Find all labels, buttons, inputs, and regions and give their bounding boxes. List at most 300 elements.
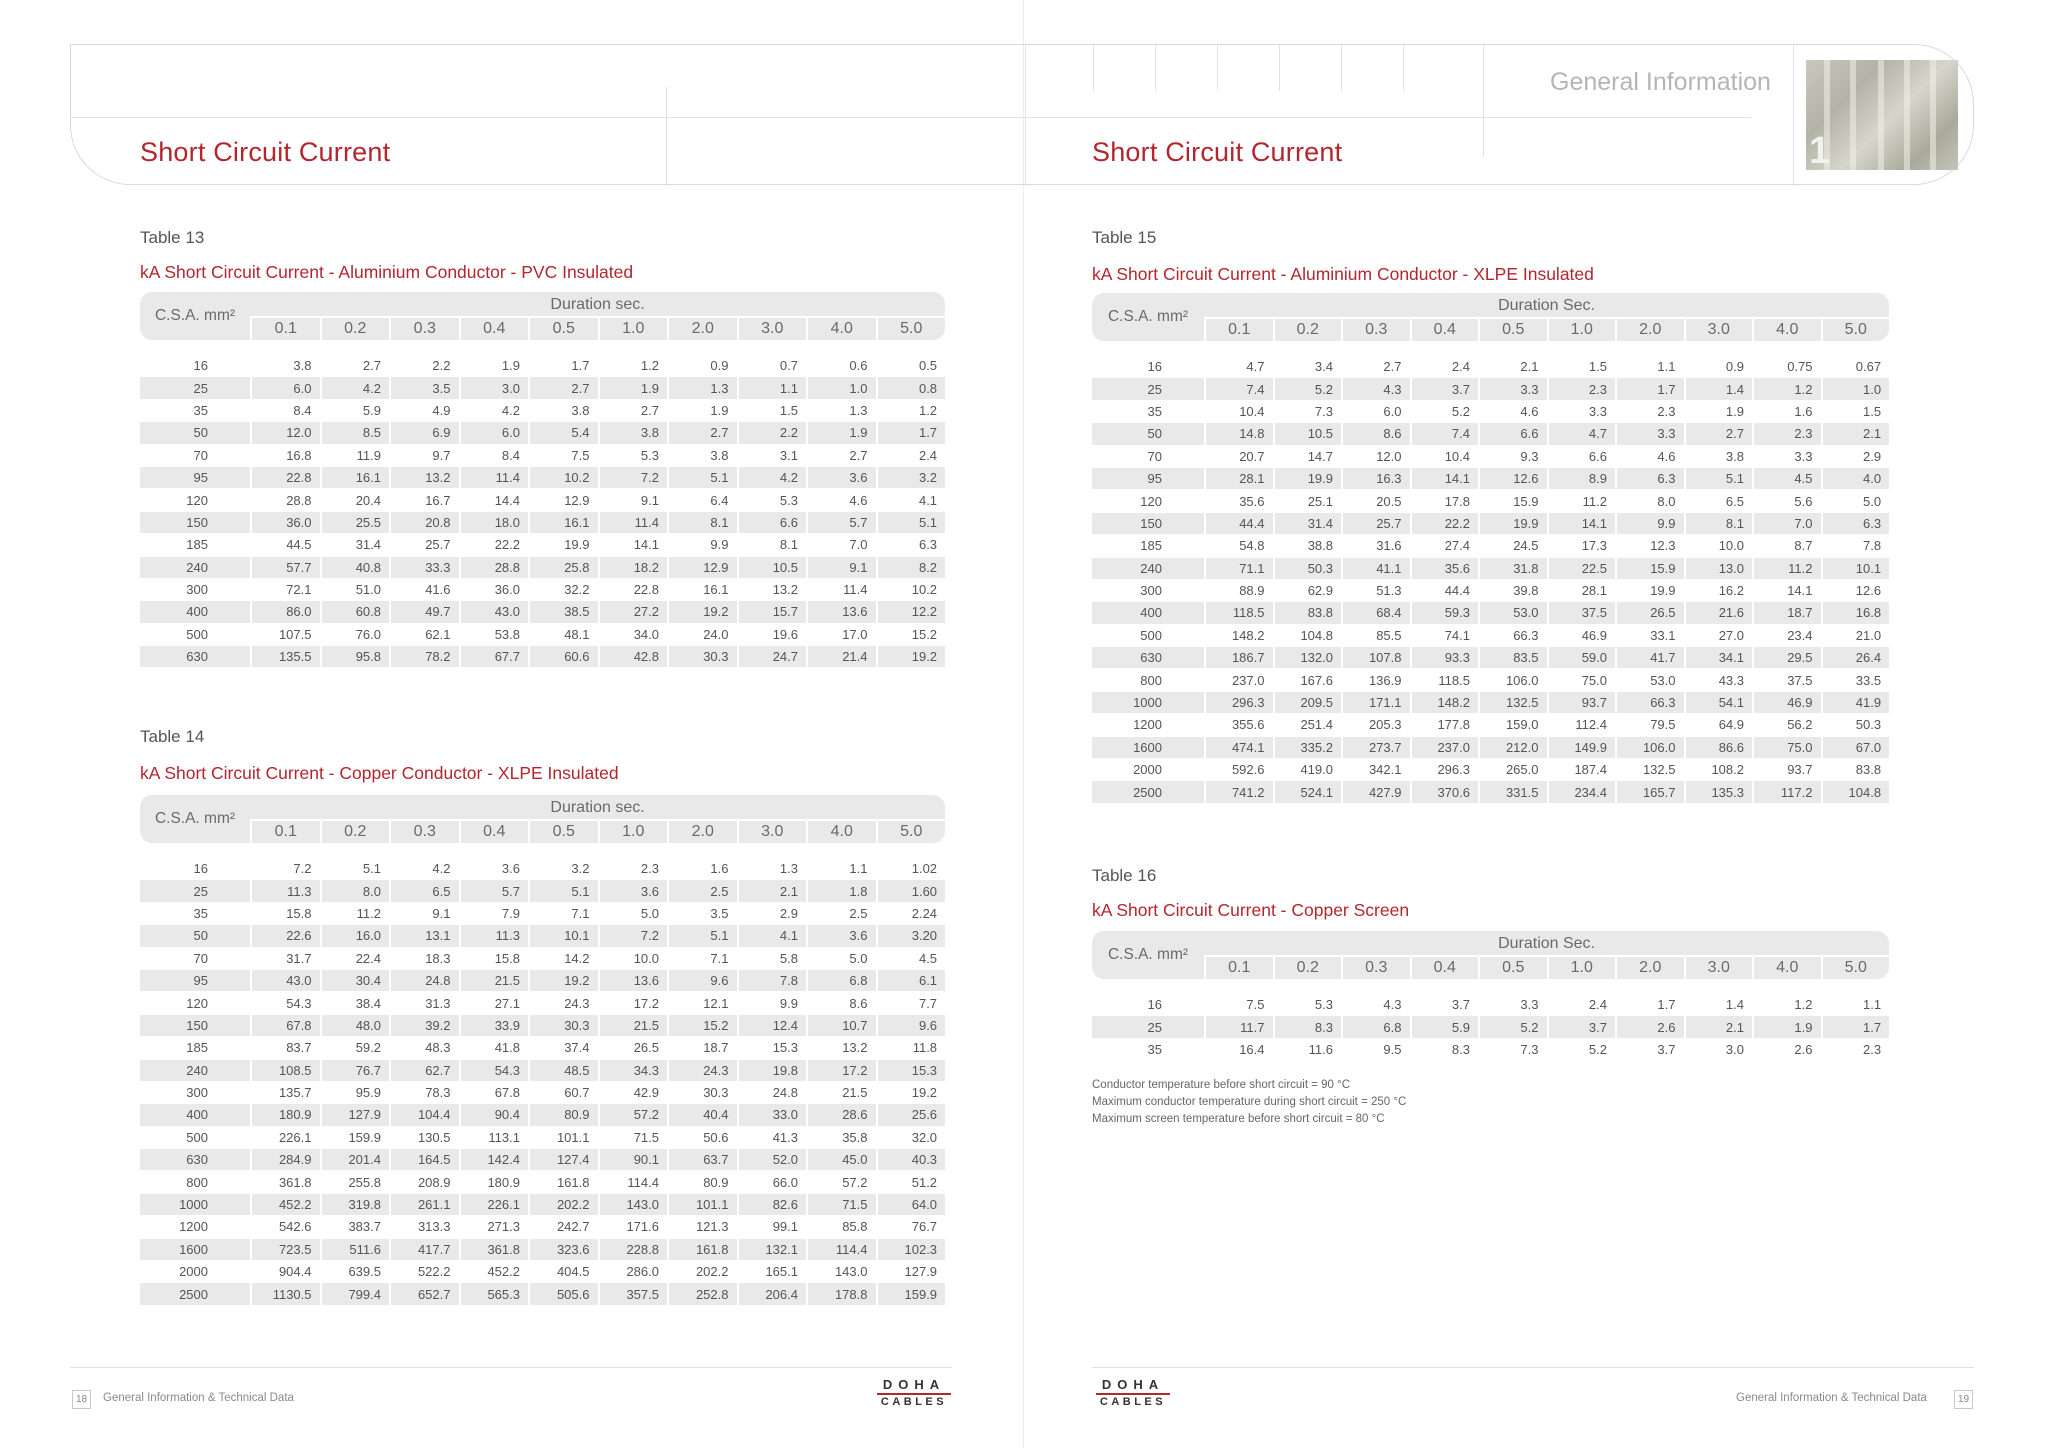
- duration-column-header: 5.0: [876, 316, 946, 340]
- current-value: 417.7: [389, 1238, 459, 1260]
- current-value: 17.3: [1547, 534, 1616, 556]
- csa-value: 70: [140, 444, 250, 466]
- current-value: 33.3: [389, 556, 459, 578]
- current-value: 319.8: [320, 1193, 390, 1215]
- table-row: [140, 1148, 945, 1170]
- current-value: 2.4: [876, 444, 946, 466]
- current-value: 31.3: [389, 991, 459, 1013]
- current-value: 5.2: [1273, 377, 1342, 399]
- current-value: 7.1: [667, 947, 737, 969]
- current-value: 361.8: [250, 1170, 320, 1192]
- current-value: 9.7: [389, 444, 459, 466]
- current-value: 9.6: [876, 1014, 946, 1036]
- current-value: 1.6: [667, 857, 737, 879]
- current-value: 212.0: [1478, 736, 1547, 758]
- current-value: 43.0: [459, 600, 529, 622]
- table-row: [140, 991, 945, 1013]
- current-value: 135.7: [250, 1081, 320, 1103]
- current-value: 8.6: [806, 991, 876, 1013]
- duration-column-header: 1.0: [598, 819, 668, 843]
- duration-column-header: 2.0: [1615, 955, 1684, 979]
- current-value: 3.1: [737, 444, 807, 466]
- current-value: 6.8: [1341, 1015, 1410, 1037]
- current-value: 8.1: [667, 511, 737, 533]
- duration-column-header: 5.0: [1821, 955, 1890, 979]
- current-value: 6.6: [737, 511, 807, 533]
- current-value: 35.8: [806, 1126, 876, 1148]
- current-value: 542.6: [250, 1215, 320, 1237]
- current-value: 19.2: [667, 600, 737, 622]
- current-value: 31.4: [1273, 512, 1342, 534]
- current-value: 178.8: [806, 1282, 876, 1304]
- current-value: 1.0: [806, 376, 876, 398]
- table-row: [1092, 1038, 1889, 1060]
- current-value: 3.6: [598, 879, 668, 901]
- table-row: [1092, 400, 1889, 422]
- current-value: 118.5: [1204, 601, 1273, 623]
- current-value: 3.7: [1547, 1015, 1616, 1037]
- current-value: 12.3: [1615, 534, 1684, 556]
- current-value: 113.1: [459, 1126, 529, 1148]
- current-value: 1.2: [1752, 377, 1821, 399]
- current-value: 10.2: [876, 578, 946, 600]
- table-row: [140, 399, 945, 421]
- current-value: 904.4: [250, 1260, 320, 1282]
- current-value: 135.5: [250, 645, 320, 667]
- current-value: 52.0: [737, 1148, 807, 1170]
- current-value: 25.7: [389, 533, 459, 555]
- current-value: 20.7: [1204, 445, 1273, 467]
- csa-value: 2000: [140, 1260, 250, 1282]
- current-value: 45.0: [806, 1148, 876, 1170]
- csa-value: 2000: [1092, 758, 1204, 780]
- current-value: 62.9: [1273, 579, 1342, 601]
- duration-column-header: 5.0: [876, 819, 946, 843]
- current-value: 27.0: [1684, 624, 1753, 646]
- current-value: 93.7: [1752, 758, 1821, 780]
- table-15-caption: kA Short Circuit Current - Aluminium Conductor - XLPE Insulated: [1092, 264, 1594, 284]
- current-value: 26.5: [598, 1036, 668, 1058]
- duration-column-header: 0.5: [528, 819, 598, 843]
- current-value: 85.5: [1341, 624, 1410, 646]
- current-value: 108.5: [250, 1059, 320, 1081]
- csa-value: 500: [140, 623, 250, 645]
- current-value: 6.0: [250, 376, 320, 398]
- current-value: 60.7: [528, 1081, 598, 1103]
- current-value: 180.9: [459, 1170, 529, 1192]
- current-value: 8.1: [1684, 512, 1753, 534]
- current-value: 361.8: [459, 1238, 529, 1260]
- csa-value: 50: [140, 421, 250, 443]
- duration-column-header: 0.2: [1273, 955, 1342, 979]
- csa-value: 70: [140, 947, 250, 969]
- current-value: 4.0: [1821, 467, 1890, 489]
- current-value: 24.3: [667, 1059, 737, 1081]
- current-value: 4.3: [1341, 993, 1410, 1015]
- csa-header: C.S.A. mm²: [140, 292, 250, 340]
- duration-column-header: 3.0: [737, 316, 807, 340]
- current-value: 66.3: [1615, 691, 1684, 713]
- table-row: [140, 1193, 945, 1215]
- current-value: 42.9: [598, 1081, 668, 1103]
- current-value: 331.5: [1478, 780, 1547, 802]
- current-value: 49.7: [389, 600, 459, 622]
- csa-value: 1200: [1092, 713, 1204, 735]
- current-value: 323.6: [528, 1238, 598, 1260]
- current-value: 114.4: [806, 1238, 876, 1260]
- current-value: 132.0: [1273, 646, 1342, 668]
- current-value: 32.2: [528, 578, 598, 600]
- table-row: [140, 354, 945, 376]
- current-value: 226.1: [459, 1193, 529, 1215]
- csa-value: 1000: [1092, 691, 1204, 713]
- current-value: 11.2: [320, 902, 390, 924]
- current-value: 202.2: [528, 1193, 598, 1215]
- current-value: 6.0: [1341, 400, 1410, 422]
- table-row: [140, 444, 945, 466]
- current-value: 5.7: [459, 879, 529, 901]
- table-row: [140, 902, 945, 924]
- current-value: 12.4: [737, 1014, 807, 1036]
- current-value: 66.0: [737, 1170, 807, 1192]
- table-row: [1092, 445, 1889, 467]
- current-value: 1.1: [806, 857, 876, 879]
- table-row: [1092, 579, 1889, 601]
- current-value: 24.3: [528, 991, 598, 1013]
- current-value: 85.8: [806, 1215, 876, 1237]
- page-number-right: 19: [1954, 1390, 1973, 1409]
- current-value: 64.0: [876, 1193, 946, 1215]
- current-value: 18.7: [1752, 601, 1821, 623]
- duration-column-header: 0.5: [1478, 317, 1547, 341]
- current-value: 16.8: [1821, 601, 1890, 623]
- current-value: 28.8: [250, 488, 320, 510]
- duration-column-header: 0.4: [1410, 317, 1479, 341]
- csa-value: 400: [1092, 601, 1204, 623]
- current-value: 41.3: [737, 1126, 807, 1148]
- current-value: 17.8: [1410, 489, 1479, 511]
- current-value: 57.2: [806, 1170, 876, 1192]
- current-value: 67.8: [250, 1014, 320, 1036]
- current-value: 1.3: [667, 376, 737, 398]
- current-value: 1.9: [1752, 1015, 1821, 1037]
- current-value: 208.9: [389, 1170, 459, 1192]
- current-value: 2.5: [806, 902, 876, 924]
- duration-column-header: 0.4: [1410, 955, 1479, 979]
- current-value: 3.8: [250, 354, 320, 376]
- table-16: [1092, 931, 1889, 1060]
- duration-column-header: 0.2: [1273, 317, 1342, 341]
- current-value: 11.3: [250, 879, 320, 901]
- duration-header: Duration sec.: [250, 292, 945, 316]
- current-value: 121.3: [667, 1215, 737, 1237]
- csa-value: 25: [140, 376, 250, 398]
- current-value: 6.6: [1478, 422, 1547, 444]
- current-value: 2.3: [1821, 1038, 1890, 1060]
- current-value: 10.1: [1821, 557, 1890, 579]
- current-value: 25.5: [320, 511, 390, 533]
- duration-column-header: 0.5: [1478, 955, 1547, 979]
- duration-column-header: 3.0: [737, 819, 807, 843]
- current-value: 505.6: [528, 1282, 598, 1304]
- current-value: 7.9: [459, 902, 529, 924]
- current-value: 14.8: [1204, 422, 1273, 444]
- table-row: [140, 578, 945, 600]
- current-value: 3.4: [1273, 355, 1342, 377]
- table-row: [1092, 557, 1889, 579]
- current-value: 3.3: [1478, 377, 1547, 399]
- current-value: 8.6: [1341, 422, 1410, 444]
- current-value: 60.6: [528, 645, 598, 667]
- current-value: 286.0: [598, 1260, 668, 1282]
- current-value: 7.3: [1478, 1038, 1547, 1060]
- current-value: 741.2: [1204, 780, 1273, 802]
- current-value: 1.7: [876, 421, 946, 443]
- current-value: 7.2: [598, 466, 668, 488]
- table-16-number: Table 16: [1092, 866, 1157, 885]
- current-value: 8.7: [1752, 534, 1821, 556]
- footer-rule-left: [70, 1367, 952, 1368]
- current-value: 22.2: [1410, 512, 1479, 534]
- current-value: 9.3: [1478, 445, 1547, 467]
- current-value: 50.6: [667, 1126, 737, 1148]
- table-row: [140, 511, 945, 533]
- current-value: 12.0: [1341, 445, 1410, 467]
- current-value: 21.6: [1684, 601, 1753, 623]
- current-value: 63.7: [667, 1148, 737, 1170]
- current-value: 2.9: [737, 902, 807, 924]
- current-value: 3.8: [598, 421, 668, 443]
- current-value: 117.2: [1752, 780, 1821, 802]
- current-value: 37.5: [1547, 601, 1616, 623]
- current-value: 104.4: [389, 1103, 459, 1125]
- current-value: 21.5: [459, 969, 529, 991]
- current-value: 75.0: [1752, 736, 1821, 758]
- csa-value: 25: [1092, 377, 1204, 399]
- current-value: 2.6: [1752, 1038, 1821, 1060]
- current-value: 159.9: [876, 1282, 946, 1304]
- current-value: 18.3: [389, 947, 459, 969]
- current-value: 76.0: [320, 623, 390, 645]
- current-value: 15.3: [876, 1059, 946, 1081]
- current-value: 30.4: [320, 969, 390, 991]
- current-value: 165.7: [1615, 780, 1684, 802]
- duration-column-header: 4.0: [806, 819, 876, 843]
- current-value: 132.5: [1478, 691, 1547, 713]
- duration-column-header: 1.0: [1547, 955, 1616, 979]
- duration-column-header: 0.1: [1204, 317, 1273, 341]
- current-value: 8.4: [250, 399, 320, 421]
- csa-value: 300: [140, 578, 250, 600]
- duration-column-header: 1.0: [1547, 317, 1616, 341]
- current-value: 206.4: [737, 1282, 807, 1304]
- current-value: 1.0: [1821, 377, 1890, 399]
- current-value: 19.2: [876, 645, 946, 667]
- current-value: 1.7: [528, 354, 598, 376]
- current-value: 13.2: [389, 466, 459, 488]
- current-value: 22.5: [1547, 557, 1616, 579]
- current-value: 19.9: [1615, 579, 1684, 601]
- current-value: 7.3: [1273, 400, 1342, 422]
- footer-text-right: General Information & Technical Data: [1736, 1392, 1927, 1404]
- page-title-right: Short Circuit Current: [1092, 137, 1343, 167]
- current-value: 27.4: [1410, 534, 1479, 556]
- csa-value: 630: [140, 645, 250, 667]
- current-value: 30.3: [667, 645, 737, 667]
- current-value: 1.5: [1547, 355, 1616, 377]
- current-value: 2.1: [1478, 355, 1547, 377]
- current-value: 9.9: [1615, 512, 1684, 534]
- duration-column-header: 0.5: [528, 316, 598, 340]
- current-value: 67.7: [459, 645, 529, 667]
- current-value: 3.6: [459, 857, 529, 879]
- current-value: 127.9: [876, 1260, 946, 1282]
- table-row: [140, 924, 945, 946]
- csa-value: 25: [1092, 1015, 1204, 1037]
- current-value: 48.1: [528, 623, 598, 645]
- current-value: 3.6: [806, 466, 876, 488]
- current-value: 20.8: [389, 511, 459, 533]
- current-value: 88.9: [1204, 579, 1273, 601]
- current-value: 14.7: [1273, 445, 1342, 467]
- current-value: 6.3: [1821, 512, 1890, 534]
- duration-header: Duration Sec.: [1204, 931, 1889, 955]
- page-number-left: 18: [72, 1390, 91, 1409]
- table-row: [140, 1126, 945, 1148]
- current-value: 1.9: [1684, 400, 1753, 422]
- current-value: 48.3: [389, 1036, 459, 1058]
- current-value: 5.4: [528, 421, 598, 443]
- current-value: 16.4: [1204, 1038, 1273, 1060]
- current-value: 74.1: [1410, 624, 1479, 646]
- current-value: 25.8: [528, 556, 598, 578]
- current-value: 5.6: [1752, 489, 1821, 511]
- table-row: [140, 969, 945, 991]
- current-value: 2.7: [528, 376, 598, 398]
- current-value: 10.1: [528, 924, 598, 946]
- current-value: 11.2: [1547, 489, 1616, 511]
- csa-value: 50: [1092, 422, 1204, 444]
- current-value: 1.9: [806, 421, 876, 443]
- current-value: 159.9: [320, 1126, 390, 1148]
- current-value: 39.2: [389, 1014, 459, 1036]
- current-value: 14.1: [1547, 512, 1616, 534]
- current-value: 10.4: [1410, 445, 1479, 467]
- current-value: 104.8: [1821, 780, 1890, 802]
- current-value: 4.6: [806, 488, 876, 510]
- current-value: 1.02: [876, 857, 946, 879]
- current-value: 7.8: [737, 969, 807, 991]
- current-value: 40.3: [876, 1148, 946, 1170]
- current-value: 0.7: [737, 354, 807, 376]
- current-value: 159.0: [1478, 713, 1547, 735]
- current-value: 14.4: [459, 488, 529, 510]
- csa-value: 150: [140, 511, 250, 533]
- current-value: 1.3: [806, 399, 876, 421]
- current-value: 2.24: [876, 902, 946, 924]
- current-value: 16.2: [1684, 579, 1753, 601]
- current-value: 522.2: [389, 1260, 459, 1282]
- current-value: 148.2: [1410, 691, 1479, 713]
- table-row: [140, 623, 945, 645]
- table-row: [140, 466, 945, 488]
- current-value: 799.4: [320, 1282, 390, 1304]
- current-value: 16.7: [389, 488, 459, 510]
- temperature-notes: [1092, 1077, 1406, 1128]
- table-row: [140, 879, 945, 901]
- current-value: 474.1: [1204, 736, 1273, 758]
- current-value: 3.3: [1478, 993, 1547, 1015]
- table-row: [140, 1282, 945, 1304]
- current-value: 41.8: [459, 1036, 529, 1058]
- current-value: 56.2: [1752, 713, 1821, 735]
- table-15-number: Table 15: [1092, 228, 1157, 247]
- current-value: 186.7: [1204, 646, 1273, 668]
- current-value: 46.9: [1752, 691, 1821, 713]
- current-value: 1.4: [1684, 993, 1753, 1015]
- current-value: 237.0: [1204, 668, 1273, 690]
- current-value: 12.2: [876, 600, 946, 622]
- current-value: 6.3: [876, 533, 946, 555]
- current-value: 16.1: [320, 466, 390, 488]
- csa-value: 1600: [1092, 736, 1204, 758]
- current-value: 7.0: [1752, 512, 1821, 534]
- current-value: 2.1: [737, 879, 807, 901]
- current-value: 14.2: [528, 947, 598, 969]
- current-value: 3.20: [876, 924, 946, 946]
- current-value: 95.8: [320, 645, 390, 667]
- current-value: 43.0: [250, 969, 320, 991]
- current-value: 143.0: [598, 1193, 668, 1215]
- current-value: 37.5: [1752, 668, 1821, 690]
- current-value: 4.9: [389, 399, 459, 421]
- current-value: 57.2: [598, 1103, 668, 1125]
- current-value: 2.7: [1341, 355, 1410, 377]
- current-value: 13.6: [598, 969, 668, 991]
- current-value: 32.0: [876, 1126, 946, 1148]
- current-value: 21.4: [806, 645, 876, 667]
- table-row: [1092, 377, 1889, 399]
- footer-rule-right: [1092, 1367, 1974, 1368]
- current-value: 21.5: [806, 1081, 876, 1103]
- current-value: 19.2: [528, 969, 598, 991]
- current-value: 38.5: [528, 600, 598, 622]
- duration-column-header: 5.0: [1821, 317, 1890, 341]
- current-value: 6.0: [459, 421, 529, 443]
- current-value: 13.0: [1684, 557, 1753, 579]
- current-value: 10.0: [1684, 534, 1753, 556]
- current-value: 6.3: [1615, 467, 1684, 489]
- doha-cables-logo-right: DOHA CABLES: [1092, 1378, 1174, 1408]
- current-value: 11.7: [1204, 1015, 1273, 1037]
- current-value: 8.3: [1410, 1038, 1479, 1060]
- note-conductor-temp: Conductor temperature before short circuit = 90 °C: [1092, 1079, 1351, 1091]
- current-value: 3.8: [667, 444, 737, 466]
- current-value: 511.6: [320, 1238, 390, 1260]
- table-row: [1092, 467, 1889, 489]
- current-value: 12.9: [528, 488, 598, 510]
- section-label: General Information: [1550, 68, 1771, 96]
- current-value: 5.9: [1410, 1015, 1479, 1037]
- current-value: 127.9: [320, 1103, 390, 1125]
- current-value: 107.5: [250, 623, 320, 645]
- duration-column-header: 4.0: [1752, 317, 1821, 341]
- current-value: 3.8: [1684, 445, 1753, 467]
- current-value: 164.5: [389, 1148, 459, 1170]
- current-value: 53.0: [1478, 601, 1547, 623]
- current-value: 106.0: [1478, 668, 1547, 690]
- current-value: 24.0: [667, 623, 737, 645]
